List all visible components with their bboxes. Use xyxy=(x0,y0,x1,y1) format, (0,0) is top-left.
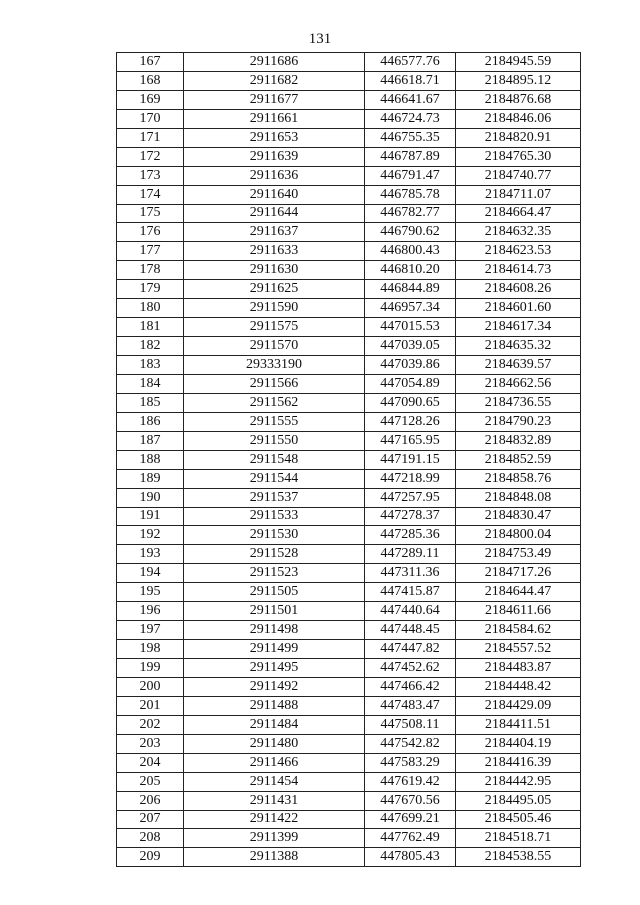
point-id-cell: 2911480 xyxy=(184,734,365,753)
table-row xyxy=(117,393,581,412)
point-id-cell: 2911499 xyxy=(184,640,365,659)
table-row xyxy=(117,564,581,583)
point-id-cell: 2911488 xyxy=(184,696,365,715)
point-id-cell: 29333190 xyxy=(184,356,365,375)
point-number-cell: 182 xyxy=(117,337,184,356)
point-number-cell: 170 xyxy=(117,109,184,128)
table-row xyxy=(117,280,581,299)
coordinate-x-cell: 447090.65 xyxy=(365,393,456,412)
coordinates-table-body xyxy=(117,53,581,867)
table-row xyxy=(117,109,581,128)
coordinate-x-cell: 446785.78 xyxy=(365,185,456,204)
table-row xyxy=(117,337,581,356)
coordinate-x-cell: 447670.56 xyxy=(365,791,456,810)
coordinate-x-cell: 447415.87 xyxy=(365,583,456,602)
coordinate-x-cell: 447039.86 xyxy=(365,356,456,375)
coordinate-x-cell: 447278.37 xyxy=(365,507,456,526)
coordinate-y-cell: 2184765.30 xyxy=(456,147,581,166)
coordinate-x-cell: 446641.67 xyxy=(365,90,456,109)
coordinate-x-cell: 447448.45 xyxy=(365,621,456,640)
point-number-cell: 208 xyxy=(117,829,184,848)
point-number-cell: 168 xyxy=(117,71,184,90)
coordinate-y-cell: 2184895.12 xyxy=(456,71,581,90)
point-number-cell: 207 xyxy=(117,810,184,829)
point-number-cell: 177 xyxy=(117,242,184,261)
coordinate-x-cell: 446724.73 xyxy=(365,109,456,128)
point-number-cell: 191 xyxy=(117,507,184,526)
point-number-cell: 183 xyxy=(117,356,184,375)
point-id-cell: 2911633 xyxy=(184,242,365,261)
point-number-cell: 194 xyxy=(117,564,184,583)
table-row xyxy=(117,829,581,848)
table-row xyxy=(117,166,581,185)
table-row xyxy=(117,204,581,223)
coordinate-x-cell: 447218.99 xyxy=(365,469,456,488)
point-number-cell: 176 xyxy=(117,223,184,242)
point-id-cell: 2911454 xyxy=(184,772,365,791)
point-number-cell: 206 xyxy=(117,791,184,810)
coordinate-x-cell: 447015.53 xyxy=(365,318,456,337)
point-id-cell: 2911575 xyxy=(184,318,365,337)
coordinate-x-cell: 447440.64 xyxy=(365,602,456,621)
table-row xyxy=(117,507,581,526)
table-row xyxy=(117,223,581,242)
coordinate-y-cell: 2184790.23 xyxy=(456,412,581,431)
coordinate-x-cell: 446844.89 xyxy=(365,280,456,299)
table-row xyxy=(117,71,581,90)
coordinate-x-cell: 446577.76 xyxy=(365,53,456,72)
table-row xyxy=(117,677,581,696)
coordinate-y-cell: 2184945.59 xyxy=(456,53,581,72)
point-number-cell: 180 xyxy=(117,299,184,318)
point-number-cell: 184 xyxy=(117,374,184,393)
coordinate-x-cell: 447583.29 xyxy=(365,753,456,772)
point-number-cell: 199 xyxy=(117,659,184,678)
coordinate-x-cell: 446810.20 xyxy=(365,261,456,280)
coordinate-x-cell: 446791.47 xyxy=(365,166,456,185)
point-number-cell: 178 xyxy=(117,261,184,280)
point-number-cell: 192 xyxy=(117,526,184,545)
coordinate-x-cell: 447699.21 xyxy=(365,810,456,829)
table-row xyxy=(117,621,581,640)
point-number-cell: 201 xyxy=(117,696,184,715)
coordinate-y-cell: 2184505.46 xyxy=(456,810,581,829)
coordinate-x-cell: 446957.34 xyxy=(365,299,456,318)
point-id-cell: 2911498 xyxy=(184,621,365,640)
point-id-cell: 2911548 xyxy=(184,450,365,469)
point-id-cell: 2911625 xyxy=(184,280,365,299)
point-number-cell: 167 xyxy=(117,53,184,72)
table-row xyxy=(117,412,581,431)
point-id-cell: 2911530 xyxy=(184,526,365,545)
coordinate-y-cell: 2184852.59 xyxy=(456,450,581,469)
point-id-cell: 2911677 xyxy=(184,90,365,109)
point-id-cell: 2911562 xyxy=(184,393,365,412)
coordinate-y-cell: 2184820.91 xyxy=(456,128,581,147)
coordinate-y-cell: 2184495.05 xyxy=(456,791,581,810)
point-id-cell: 2911399 xyxy=(184,829,365,848)
point-number-cell: 196 xyxy=(117,602,184,621)
coordinate-x-cell: 447508.11 xyxy=(365,715,456,734)
point-id-cell: 2911492 xyxy=(184,677,365,696)
point-number-cell: 188 xyxy=(117,450,184,469)
point-number-cell: 200 xyxy=(117,677,184,696)
table-row xyxy=(117,128,581,147)
coordinate-y-cell: 2184611.66 xyxy=(456,602,581,621)
table-row xyxy=(117,715,581,734)
table-row xyxy=(117,526,581,545)
coordinate-x-cell: 447452.62 xyxy=(365,659,456,678)
coordinate-y-cell: 2184584.62 xyxy=(456,621,581,640)
point-id-cell: 2911566 xyxy=(184,374,365,393)
point-id-cell: 2911505 xyxy=(184,583,365,602)
table-row xyxy=(117,734,581,753)
table-row xyxy=(117,791,581,810)
point-number-cell: 181 xyxy=(117,318,184,337)
coordinate-y-cell: 2184858.76 xyxy=(456,469,581,488)
point-number-cell: 203 xyxy=(117,734,184,753)
table-row xyxy=(117,90,581,109)
table-row xyxy=(117,583,581,602)
point-number-cell: 187 xyxy=(117,431,184,450)
point-number-cell: 179 xyxy=(117,280,184,299)
point-number-cell: 202 xyxy=(117,715,184,734)
point-id-cell: 2911640 xyxy=(184,185,365,204)
coordinate-y-cell: 2184753.49 xyxy=(456,545,581,564)
point-number-cell: 172 xyxy=(117,147,184,166)
point-id-cell: 2911653 xyxy=(184,128,365,147)
coordinate-x-cell: 446618.71 xyxy=(365,71,456,90)
point-id-cell: 2911431 xyxy=(184,791,365,810)
point-number-cell: 175 xyxy=(117,204,184,223)
coordinate-y-cell: 2184635.32 xyxy=(456,337,581,356)
table-row xyxy=(117,318,581,337)
coordinate-x-cell: 447483.47 xyxy=(365,696,456,715)
table-row xyxy=(117,696,581,715)
coordinate-y-cell: 2184848.08 xyxy=(456,488,581,507)
coordinate-y-cell: 2184736.55 xyxy=(456,393,581,412)
table-row xyxy=(117,299,581,318)
coordinate-y-cell: 2184644.47 xyxy=(456,583,581,602)
table-row xyxy=(117,261,581,280)
coordinate-x-cell: 447257.95 xyxy=(365,488,456,507)
point-number-cell: 190 xyxy=(117,488,184,507)
point-number-cell: 189 xyxy=(117,469,184,488)
coordinate-y-cell: 2184442.95 xyxy=(456,772,581,791)
coordinate-y-cell: 2184632.35 xyxy=(456,223,581,242)
table-row xyxy=(117,53,581,72)
coordinate-x-cell: 446782.77 xyxy=(365,204,456,223)
point-id-cell: 2911501 xyxy=(184,602,365,621)
coordinate-y-cell: 2184876.68 xyxy=(456,90,581,109)
point-number-cell: 185 xyxy=(117,393,184,412)
table-row xyxy=(117,602,581,621)
coordinate-y-cell: 2184740.77 xyxy=(456,166,581,185)
coordinate-y-cell: 2184448.42 xyxy=(456,677,581,696)
point-number-cell: 173 xyxy=(117,166,184,185)
point-number-cell: 205 xyxy=(117,772,184,791)
point-id-cell: 2911644 xyxy=(184,204,365,223)
point-id-cell: 2911570 xyxy=(184,337,365,356)
coordinate-y-cell: 2184800.04 xyxy=(456,526,581,545)
table-row xyxy=(117,374,581,393)
table-row xyxy=(117,488,581,507)
coordinate-y-cell: 2184557.52 xyxy=(456,640,581,659)
point-id-cell: 2911544 xyxy=(184,469,365,488)
coordinate-x-cell: 447165.95 xyxy=(365,431,456,450)
table-row xyxy=(117,545,581,564)
table-row xyxy=(117,185,581,204)
point-number-cell: 209 xyxy=(117,848,184,867)
coordinate-x-cell: 447054.89 xyxy=(365,374,456,393)
point-id-cell: 2911686 xyxy=(184,53,365,72)
table-row xyxy=(117,753,581,772)
point-number-cell: 195 xyxy=(117,583,184,602)
coordinate-y-cell: 2184664.47 xyxy=(456,204,581,223)
point-id-cell: 2911661 xyxy=(184,109,365,128)
point-number-cell: 204 xyxy=(117,753,184,772)
point-id-cell: 2911630 xyxy=(184,261,365,280)
point-id-cell: 2911466 xyxy=(184,753,365,772)
coordinate-x-cell: 447289.11 xyxy=(365,545,456,564)
coordinate-x-cell: 447285.36 xyxy=(365,526,456,545)
point-number-cell: 169 xyxy=(117,90,184,109)
coordinate-x-cell: 446800.43 xyxy=(365,242,456,261)
point-id-cell: 2911636 xyxy=(184,166,365,185)
point-number-cell: 198 xyxy=(117,640,184,659)
point-id-cell: 2911495 xyxy=(184,659,365,678)
coordinate-y-cell: 2184411.51 xyxy=(456,715,581,734)
coordinate-y-cell: 2184830.47 xyxy=(456,507,581,526)
table-row xyxy=(117,772,581,791)
point-id-cell: 2911533 xyxy=(184,507,365,526)
coordinate-x-cell: 447619.42 xyxy=(365,772,456,791)
point-id-cell: 2911388 xyxy=(184,848,365,867)
point-id-cell: 2911484 xyxy=(184,715,365,734)
table-row xyxy=(117,848,581,867)
coordinate-x-cell: 447039.05 xyxy=(365,337,456,356)
coordinate-y-cell: 2184608.26 xyxy=(456,280,581,299)
coordinate-x-cell: 446755.35 xyxy=(365,128,456,147)
point-id-cell: 2911590 xyxy=(184,299,365,318)
coordinate-x-cell: 447805.43 xyxy=(365,848,456,867)
page-number: 131 xyxy=(308,31,332,47)
point-id-cell: 2911637 xyxy=(184,223,365,242)
table-row xyxy=(117,450,581,469)
coordinate-x-cell: 447762.49 xyxy=(365,829,456,848)
coordinate-x-cell: 447542.82 xyxy=(365,734,456,753)
point-number-cell: 197 xyxy=(117,621,184,640)
table-row xyxy=(117,659,581,678)
table-row xyxy=(117,810,581,829)
point-id-cell: 2911422 xyxy=(184,810,365,829)
table-row xyxy=(117,431,581,450)
point-id-cell: 2911550 xyxy=(184,431,365,450)
point-number-cell: 171 xyxy=(117,128,184,147)
coordinate-x-cell: 447191.15 xyxy=(365,450,456,469)
coordinate-y-cell: 2184832.89 xyxy=(456,431,581,450)
coordinate-y-cell: 2184717.26 xyxy=(456,564,581,583)
coordinate-y-cell: 2184538.55 xyxy=(456,848,581,867)
point-id-cell: 2911523 xyxy=(184,564,365,583)
coordinate-x-cell: 447447.82 xyxy=(365,640,456,659)
coordinate-y-cell: 2184404.19 xyxy=(456,734,581,753)
point-id-cell: 2911682 xyxy=(184,71,365,90)
coordinate-y-cell: 2184483.87 xyxy=(456,659,581,678)
coordinate-y-cell: 2184429.09 xyxy=(456,696,581,715)
table-row xyxy=(117,640,581,659)
coordinate-y-cell: 2184518.71 xyxy=(456,829,581,848)
coordinate-y-cell: 2184601.60 xyxy=(456,299,581,318)
coordinate-y-cell: 2184711.07 xyxy=(456,185,581,204)
coordinate-x-cell: 446787.89 xyxy=(365,147,456,166)
coordinates-table xyxy=(116,52,581,867)
point-id-cell: 2911555 xyxy=(184,412,365,431)
coordinate-x-cell: 447466.42 xyxy=(365,677,456,696)
point-number-cell: 174 xyxy=(117,185,184,204)
coordinate-y-cell: 2184623.53 xyxy=(456,242,581,261)
coordinate-y-cell: 2184846.06 xyxy=(456,109,581,128)
point-number-cell: 193 xyxy=(117,545,184,564)
coordinate-y-cell: 2184617.34 xyxy=(456,318,581,337)
table-row xyxy=(117,242,581,261)
coordinate-y-cell: 2184639.57 xyxy=(456,356,581,375)
point-number-cell: 186 xyxy=(117,412,184,431)
coordinate-y-cell: 2184614.73 xyxy=(456,261,581,280)
coordinate-x-cell: 447128.26 xyxy=(365,412,456,431)
point-id-cell: 2911537 xyxy=(184,488,365,507)
table-row xyxy=(117,147,581,166)
table-row xyxy=(117,356,581,375)
table-row xyxy=(117,469,581,488)
point-id-cell: 2911528 xyxy=(184,545,365,564)
coordinate-y-cell: 2184416.39 xyxy=(456,753,581,772)
coordinate-x-cell: 447311.36 xyxy=(365,564,456,583)
point-id-cell: 2911639 xyxy=(184,147,365,166)
coordinate-y-cell: 2184662.56 xyxy=(456,374,581,393)
coordinate-x-cell: 446790.62 xyxy=(365,223,456,242)
